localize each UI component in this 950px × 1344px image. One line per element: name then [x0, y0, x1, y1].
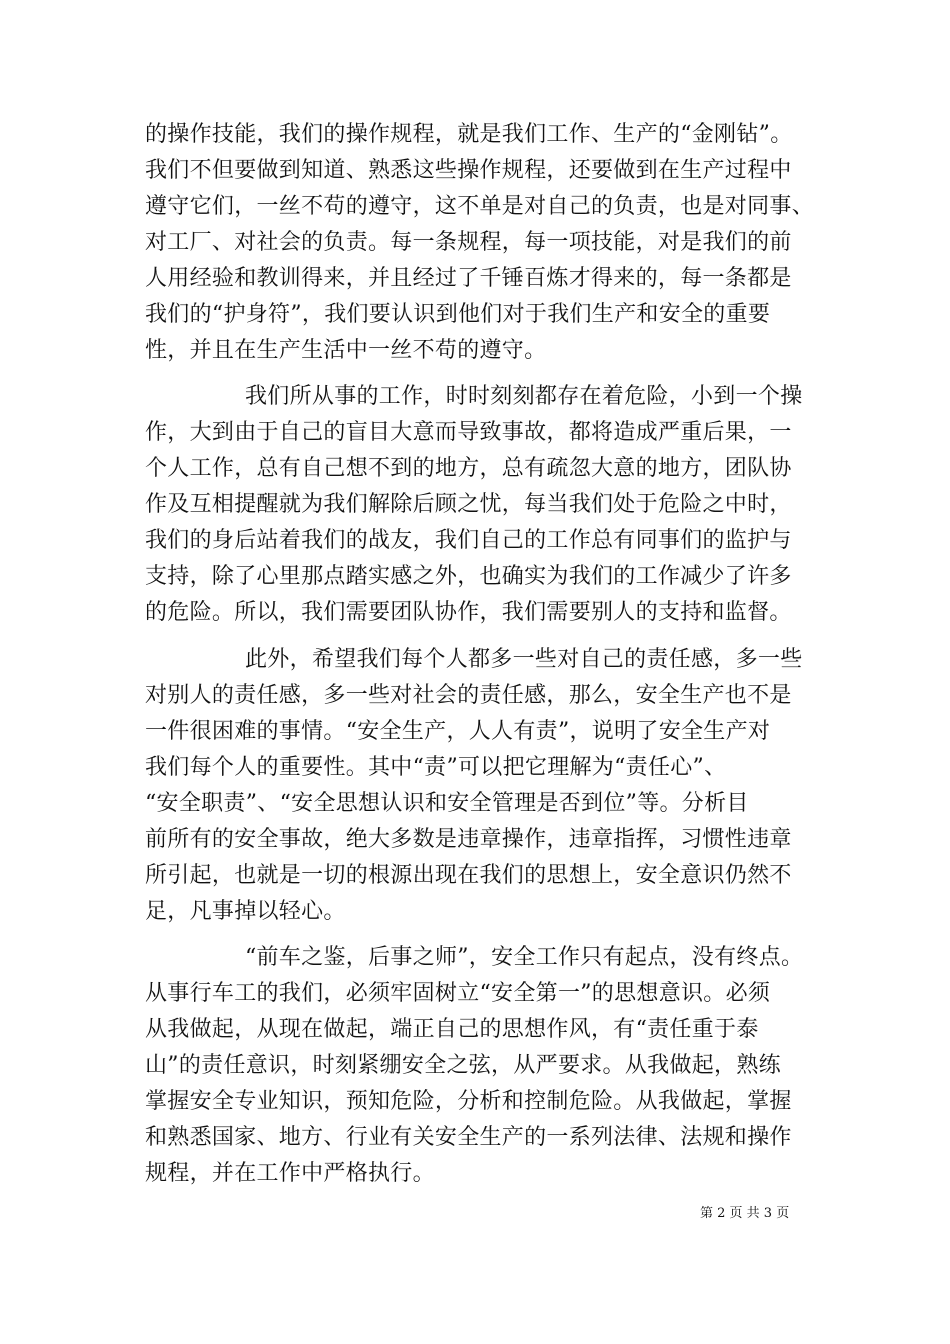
paragraph-3-line-3: 一件很困难的事情。“安全生产，人人有责”，说明了安全生产对	[145, 719, 771, 744]
paragraph-4-line-5: 掌握安全专业知识，预知危险，分析和控制危险。从我做起，掌握	[145, 1089, 792, 1114]
paragraph-1-line-6: 我们的“护身符”，我们要认识到他们对于我们生产和安全的重要	[145, 302, 771, 327]
paragraph-2-line-4: 作及互相提醒就为我们解除后顾之忧，每当我们处于危险之中时，	[145, 492, 792, 517]
paragraph-1-line-5: 人用经验和教训得来，并且经过了千锤百炼才得来的，每一条都是	[145, 266, 792, 291]
paragraph-3-line-6: 前所有的安全事故，绝大多数是违章操作，违章指挥，习惯性违章	[145, 827, 792, 852]
paragraph-2-line-2: 作，大到由于自己的盲目大意而导致事故，都将造成严重后果，一	[145, 420, 792, 445]
paragraph-4-line-7: 规程，并在工作中严格执行。	[145, 1161, 435, 1186]
paragraph-3-line-4: 我们每个人的重要性。其中“责”可以把它理解为“责任心”、	[145, 755, 727, 780]
paragraph-1-line-2: 我们不但要做到知道、熟悉这些操作规程，还要做到在生产过程中	[145, 158, 792, 183]
paragraph-3-line-1: 此外，希望我们每个人都多一些对自己的责任感，多一些	[245, 647, 803, 672]
paragraph-1-line-7: 性，并且在生产生活中一丝不苟的遵守。	[145, 338, 547, 363]
paragraph-3-line-8: 足，凡事掉以轻心。	[145, 899, 346, 924]
paragraph-4-line-3: 从我做起，从现在做起，端正自己的思想作风，有“责任重于泰	[145, 1017, 759, 1042]
paragraph-2-line-1: 我们所从事的工作，时时刻刻都存在着危险，小到一个操	[245, 384, 803, 409]
paragraph-2-line-7: 的危险。所以，我们需要团队协作，我们需要别人的支持和监督。	[145, 600, 792, 625]
paragraph-3-line-2: 对别人的责任感，多一些对社会的责任感，那么，安全生产也不是	[145, 683, 792, 708]
paragraph-2-line-5: 我们的身后站着我们的战友，我们自己的工作总有同事们的监护与	[145, 528, 792, 553]
paragraph-2-line-3: 个人工作，总有自己想不到的地方，总有疏忽大意的地方，团队协	[145, 456, 792, 481]
paragraph-1-line-4: 对工厂、对社会的负责。每一条规程，每一项技能，对是我们的前	[145, 230, 792, 255]
paragraph-3-line-5: “安全职责”、“安全思想认识和安全管理是否到位”等。分析目	[145, 791, 749, 816]
paragraph-4-line-6: 和熟悉国家、地方、行业有关安全生产的一系列法律、法规和操作	[145, 1125, 792, 1150]
paragraph-4-line-2: 从事行车工的我们，必须牢固树立“安全第一”的思想意识。必须	[145, 981, 771, 1006]
paragraph-3-line-7: 所引起，也就是一切的根源出现在我们的思想上，安全意识仍然不	[145, 863, 792, 888]
paragraph-1-line-3: 遵守它们，一丝不苟的遵守，这不单是对自己的负责，也是对同事、	[145, 194, 815, 219]
paragraph-4-line-1: “前车之鉴，后事之师”，安全工作只有起点，没有终点。	[245, 945, 804, 970]
paragraph-1-line-1: 的操作技能，我们的操作规程，就是我们工作、生产的“金刚钻”。	[145, 122, 793, 147]
paragraph-2-line-6: 支持，除了心里那点踏实感之外，也确实为我们的工作减少了许多	[145, 564, 792, 589]
paragraph-4-line-4: 山”的责任意识，时刻紧绷安全之弦，从严要求。从我做起，熟练	[145, 1053, 781, 1078]
page-number-footer: 第 2 页 共 3 页	[700, 1206, 790, 1221]
